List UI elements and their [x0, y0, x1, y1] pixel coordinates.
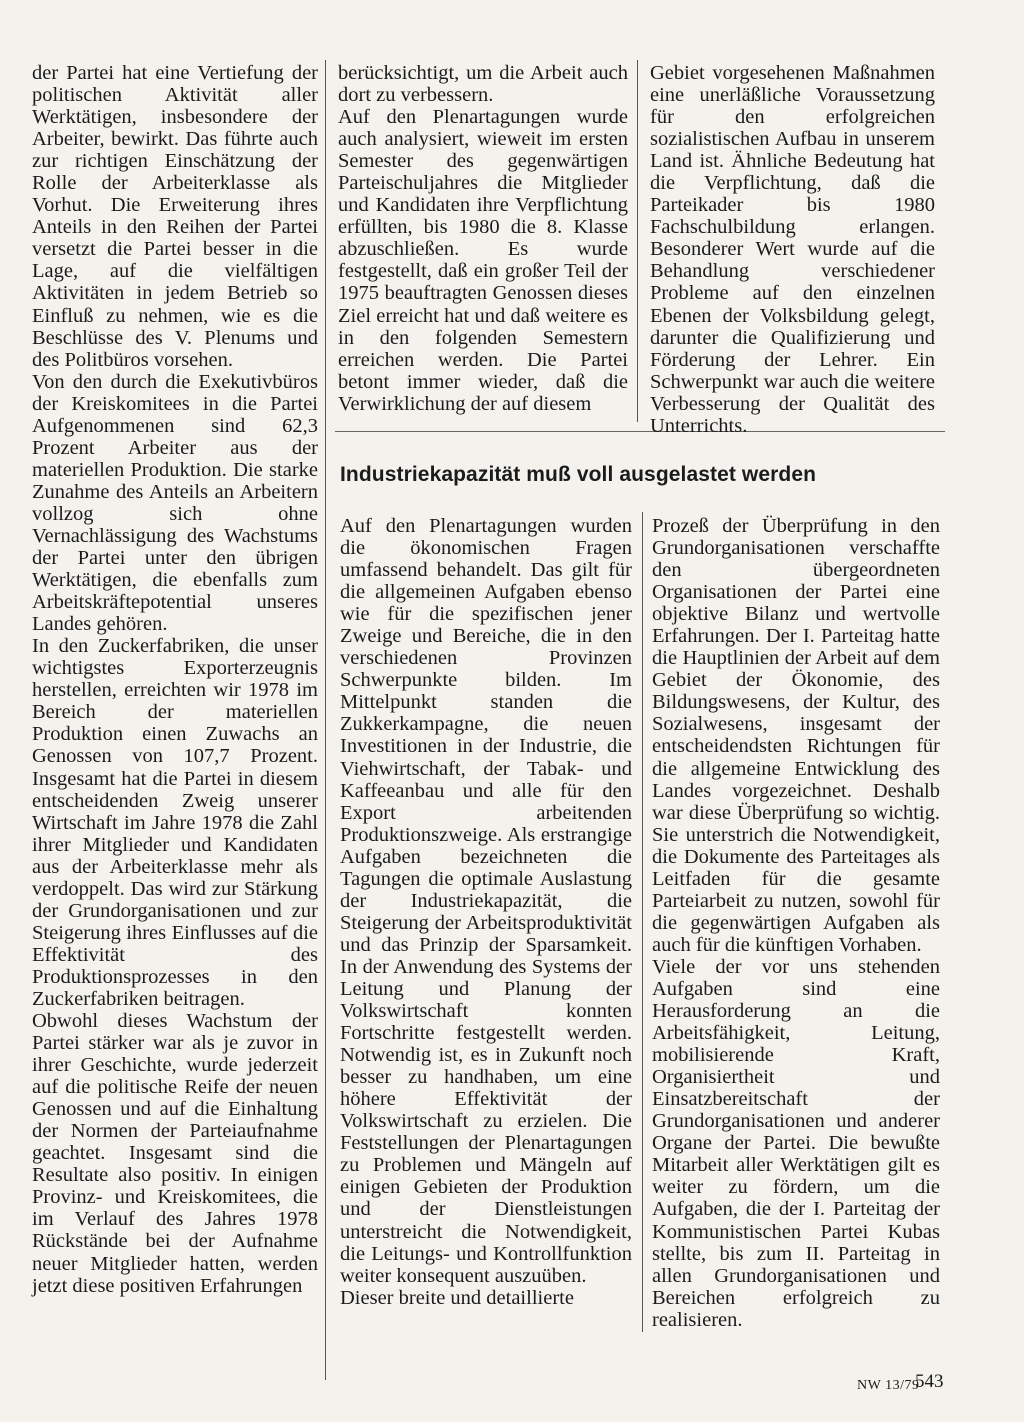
paragraph: Auf den Plenartagungen wurden die ökonomischen Fragen umfassend behandelt. Das gilt für die allgemeinen Aufgaben ebenso wie für die spezifischen jener Zweige und Bereiche, die in den verschiedenen Provinzen Schwerpunkte bilden. Im Mittelpunkt standen die Zukkerkampagne, die neuen Investitionen in der Industrie, die Viehwirtschaft, der Tabak- und Kaffeeanbau und alle für den Export arbeitenden Produktionszweige. Als erstrangige Aufgaben bezeichneten die Tagungen die optimale Auslastung der Industriekapazität, die Steigerung der Arbeitsproduktivität und das Prinzip der Sparsamkeit. In der Anwendung des Systems der Leitung und Planung der Volkswirtschaft konnten Fortschritte festgestellt werden. Notwendig ist, es in Zukunft noch besser zu handhaben, um eine höhere Effektivität der Volkswirtschaft zu erzielen. Die Feststellungen der Plenartagungen zu Problemen und Mängeln auf einigen Gebieten der Produktion und der Dienstleistungen unterstreicht die Notwendigkeit, die Leitungs- und Kontrollfunktion weiter konsequent auszuüben. [340, 515, 632, 1287]
text-column-5 [652, 515, 940, 1331]
column-divider [637, 60, 638, 422]
text-column-4 [340, 515, 632, 1309]
section-heading: Industriekapazität muß voll ausgelastet werden [340, 463, 817, 486]
paragraph: Gebiet vorgesehenen Maßnahmen eine unerläßliche Voraussetzung für den erfolgreichen sozialistischen Aufbau in unserem Land ist. Ähnliche Bedeutung hat die Verpflichtung, daß die Parteikader bis 1980 Fachschulbildung erlangen. Besonderer Wert wurde auf die Behandlung verschiedener Probleme auf den einzelnen Ebenen der Volksbildung gelegt, darunter die Qualifizierung und Förderung der Lehrer. Ein Schwerpunkt war auch die weitere Verbesserung der Qualität des Unterrichts. [650, 62, 935, 437]
paragraph: Obwohl dieses Wachstum der Partei stärker war als je zuvor in ihrer Geschichte, wurde jederzeit auf die politische Reife der neuen Genossen und auf die Einhaltung der Normen der Parteiaufnahme geachtet. Insgesamt sind die Resultate also positiv. In einigen Provinz- und Kreiskomitees, die im Verlauf des Jahres 1978 Rückstände bei der Aufnahme neuer Mitglieder hatten, werden jetzt diese positiven Erfahrungen [32, 1010, 318, 1297]
paragraph: berücksichtigt, um die Arbeit auch dort zu verbessern. [338, 62, 628, 107]
paragraph: Auf den Plenartagungen wurde auch analysiert, wieweit im ersten Semester des gegenwärtigen Parteischuljahres die Mitglieder und Kandidaten ihre Verpflichtung erfüllten, bis 1980 die 8. Klasse abzuschließen. Es wurde festgestellt, daß ein großer Teil der 1975 beauftragten Genossen dieses Ziel erreicht hat und daß weitere es in den folgenden Semestern erreichen werden. Die Partei betont immer wieder, daß die Verwirklichung der auf diesem [338, 106, 628, 415]
page-number: 543 [915, 1371, 944, 1392]
column-divider [642, 512, 643, 1332]
paragraph: Prozeß der Überprüfung in den Grundorganisationen verschaffte den übergeordneten Organisationen der Partei eine objektive Bilanz und wertvolle Erfahrungen. Der I. Parteitag hatte die Hauptlinien der Arbeit auf dem Gebiet der Ökonomie, des Bildungswesens, der Kultur, des Sozialwesens, insgesamt der entscheidendsten Richtungen für die allgemeine Entwicklung des Landes vorgezeichnet. Deshalb war diese Überprüfung so wichtig. Sie unterstrich die Notwendigkeit, die Dokumente des Parteitages als Leitfaden für die gesamte Parteiarbeit zu nutzen, sowohl für die gegenwärtigen Aufgaben als auch für die künftigen Vorhaben. [652, 515, 940, 956]
issue-reference: NW 13/79 [857, 1378, 920, 1393]
column-divider [325, 60, 326, 1380]
text-column-1 [32, 62, 318, 1297]
paragraph: In den Zuckerfabriken, die unser wichtigstes Exporterzeugnis herstellen, erreichten wir 1978 im Bereich der materiellen Produktion einen Zuwachs an Genossen von 107,7 Prozent. Insgesamt hat die Partei in diesem entscheidenden Zweig unserer Wirtschaft im Jahre 1978 die Zahl ihrer Mitglieder und Kandidaten aus der Arbeiterklasse mehr als verdoppelt. Das wird zur Stärkung der Grundorganisationen und zur Steigerung ihres Einflusses auf die Effektivität des Produktionsprozesses in den Zuckerfabriken beitragen. [32, 635, 318, 1010]
paragraph: der Partei hat eine Vertiefung der politischen Aktivität aller Werktätigen, insbesondere der Arbeiter, bewirkt. Das führte auch zur richtigen Einschätzung der Rolle der Arbeiterklasse als Vorhut. Die Erweiterung ihres Anteils in den Reihen der Partei versetzt die Partei besser in die Lage, auf die vielfältigen Aktivitäten in jedem Betrieb so Einfluß zu nehmen, wie es die Beschlüsse des V. Plenums und des Politbüros vorsehen. [32, 62, 318, 371]
paragraph: Von den durch die Exekutivbüros der Kreiskomitees in die Partei Aufgenommenen sind 62,3 Prozent Arbeiter aus der materiellen Produktion. Die starke Zunahme des Anteils an Arbeitern vollzog sich ohne Vernachlässigung des Wachstums der Partei unter den übrigen Werktätigen, die ebenfalls zum Arbeitskräftepotential unseres Landes gehören. [32, 370, 318, 636]
paragraph: Dieser breite und detaillierte [340, 1286, 574, 1309]
text-column-3 [650, 62, 935, 437]
text-column-2 [338, 62, 628, 415]
paragraph: Viele der vor uns stehenden Aufgaben sind eine Herausforderung an die Arbeitsfähigkeit, Leitung, mobilisierende Kraft, Organisiertheit und Einsatzbereitschaft der Grundorganisationen und anderer Organe der Partei. Die bewußte Mitarbeit aller Werktätigen gilt es weiter zu fördern, um die Aufgaben, die der I. Parteitag der Kommunistischen Partei Kubas stellte, bis zum II. Parteitag in allen Grundorganisationen und Bereichen erfolgreich zu realisieren. [652, 955, 940, 1331]
